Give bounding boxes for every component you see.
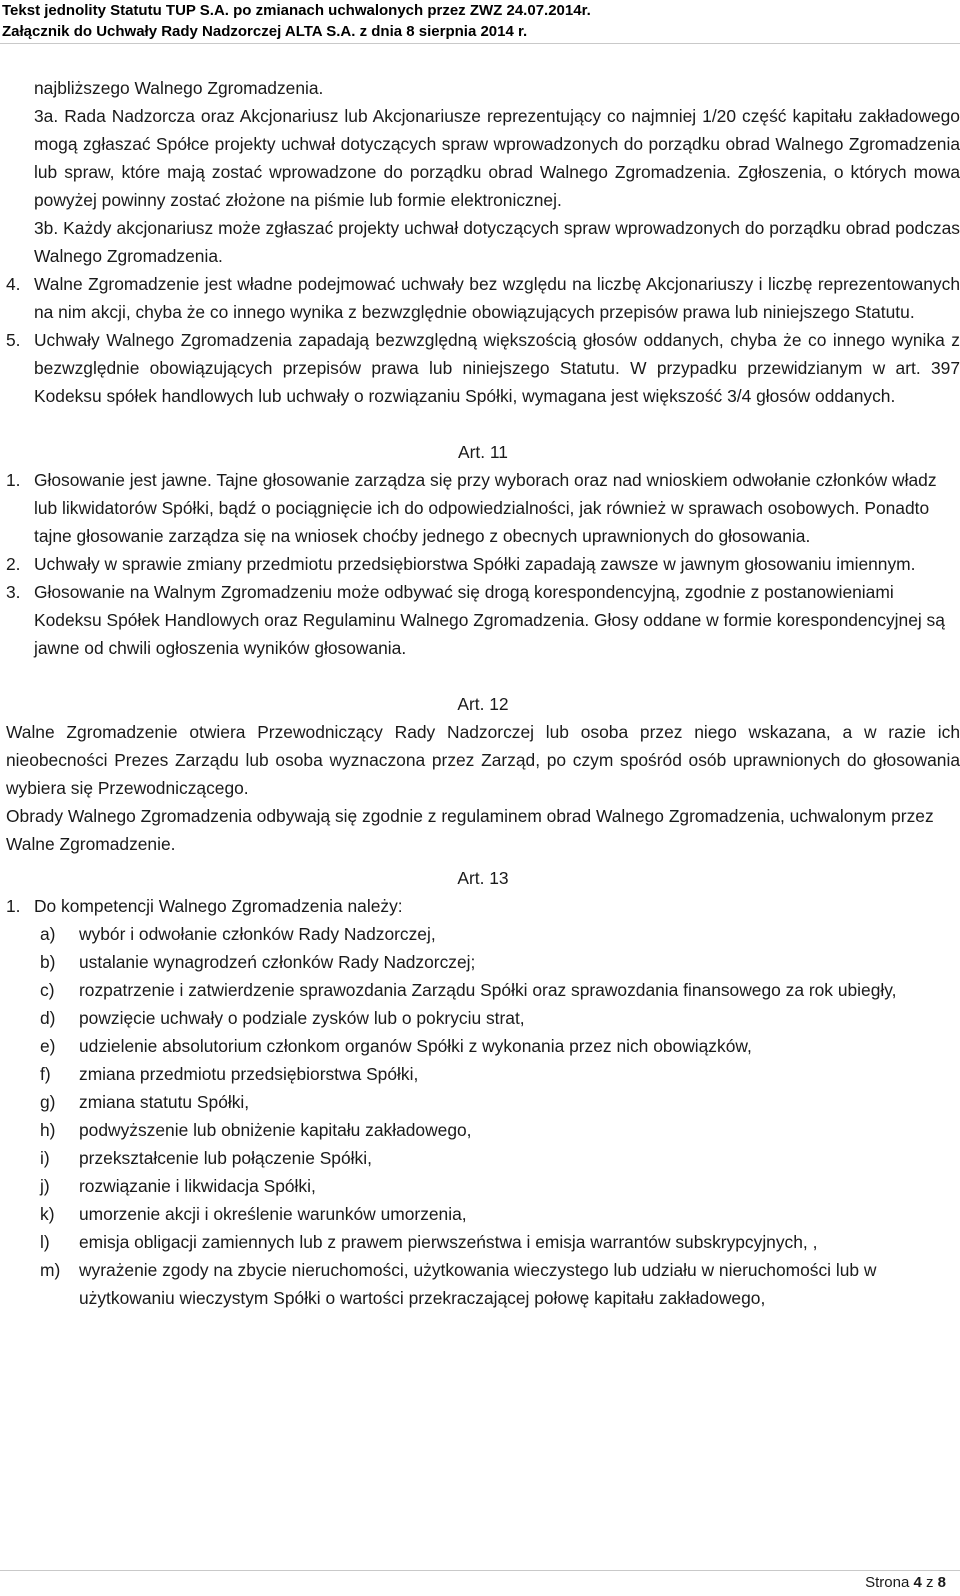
list-letter: m) (40, 1260, 61, 1280)
art11-point-2 (6, 550, 960, 578)
list-text: wybór i odwołanie członków Rady Nadzorczej, (79, 924, 436, 944)
list-text: zmiana przedmiotu przedsiębiorstwa Spółki, (79, 1064, 419, 1084)
continuation-text: najbliższego Walnego Zgromadzenia. (34, 78, 324, 98)
list-text: powzięcie uchwały o podziale zysków lub o pokryciu strat, (79, 1008, 525, 1028)
list-letter: f) (40, 1064, 51, 1084)
list-item (6, 920, 960, 948)
paragraph-text: Rada Nadzorcza oraz Akcjonariusz lub Akcjonariusze reprezentujący co najmniej 1/20 część kapitału zakładowego mogą zgłaszać Spółce projekty uchwał dotyczących spraw wprowadzonych do porządku obrad Walnego Zgromadzenia lub spraw, które mają zostać wprowadzone do porządku obrad Walnego Zgromadzenia. Zgłoszenia, o których mowa powyżej powinny zostać złożone na piśmie lub formie elektronicznej. (34, 106, 960, 210)
list-item (6, 1144, 960, 1172)
paragraph-text: Uchwały Walnego Zgromadzenia zapadają bezwzględną większością głosów oddanych, chyba że co innego wynika z bezwzględnie obowiązujących przepisów prawa lub niniejszego Statutu. W przypadku przewidzianym w art. 397 Kodeksu spółek handlowych lub uchwały o rozwiązaniu Spółki, wymagana jest większość 3/4 głosów oddanych. (34, 330, 960, 406)
list-letter: e) (40, 1036, 56, 1056)
document-footer (0, 1570, 960, 1591)
list-text: rozpatrzenie i zatwierdzenie sprawozdania Zarządu Spółki oraz sprawozdania finansowego za rok ubiegły, (79, 980, 897, 1000)
list-item (6, 1088, 960, 1116)
list-item (6, 1228, 960, 1256)
article-13-heading: Art. 13 (457, 868, 509, 888)
paragraph-4 (6, 270, 960, 326)
list-item (6, 1200, 960, 1228)
list-letter: h) (40, 1120, 56, 1140)
list-letter: d) (40, 1008, 56, 1028)
point-number: 3. (6, 582, 21, 602)
list-item (6, 1256, 960, 1312)
document-header (0, 0, 960, 44)
page-number (865, 1574, 946, 1591)
article-12-heading: Art. 12 (457, 694, 509, 714)
list-letter: l) (40, 1232, 50, 1252)
page-current: 4 (913, 1574, 922, 1591)
paragraph-text: Każdy akcjonariusz może zgłaszać projekty uchwał dotyczących spraw wprowadzonych do porządku obrad podczas Walnego Zgromadzenia. (34, 218, 960, 266)
paragraph-number: 3a. (34, 106, 59, 126)
list-text: zmiana statutu Spółki, (79, 1092, 250, 1112)
list-text: ustalanie wynagrodzeń członków Rady Nadzorczej; (79, 952, 476, 972)
list-text: udzielenie absolutorium członkom organów Spółki z wykonania przez nich obowiązków, (79, 1036, 752, 1056)
list-text: podwyższenie lub obniżenie kapitału zakładowego, (79, 1120, 472, 1140)
list-letter: g) (40, 1092, 56, 1112)
paragraph-number: 5. (6, 330, 21, 350)
list-text: wyrażenie zgody na zbycie nieruchomości, użytkowania wieczystego lub udziału w nieruchomości lub w użytkowaniu wieczystym Spółki o wartości przekraczającej połowę kapitału zakładowego, (79, 1260, 877, 1308)
list-letter: a) (40, 924, 56, 944)
point-number: 1. (6, 896, 21, 916)
list-item (6, 1004, 960, 1032)
document-body (6, 74, 960, 1312)
point-number: 1. (6, 470, 21, 490)
art12-paragraph-2: Obrady Walnego Zgromadzenia odbywają się zgodnie z regulaminem obrad Walnego Zgromadzenia, uchwalonym przez Walne Zgromadzenie. (6, 806, 934, 854)
paragraph-5 (6, 326, 960, 410)
list-text: rozwiązanie i likwidacja Spółki, (79, 1176, 316, 1196)
list-text: emisja obligacji zamiennych lub z prawem pierwszeństwa i emisja warrantów subskrypcyjnych, , (79, 1232, 818, 1252)
paragraph-text: Walne Zgromadzenie jest władne podejmować uchwały bez względu na liczbę Akcjonariuszy i liczbę reprezentowanych na nim akcji, chyba że co innego wynika z bezwzględnie obowiązujących przepisów prawa lub niniejszego Statutu. (34, 274, 960, 322)
paragraph-number: 3b. (34, 218, 59, 238)
page-of: z (925, 1574, 934, 1591)
list-item (6, 1060, 960, 1088)
point-text: Uchwały w sprawie zmiany przedmiotu przedsiębiorstwa Spółki zapadają zawsze w jawnym głosowaniu imiennym. (34, 554, 916, 574)
footer-divider (0, 1570, 960, 1571)
paragraph-3b (6, 214, 960, 270)
header-line-2: Załącznik do Uchwały Rady Nadzorczej ALTA S.A. z dnia 8 sierpnia 2014 r. (2, 23, 528, 40)
competence-list (6, 920, 960, 1312)
point-number: 2. (6, 554, 21, 574)
list-item (6, 1172, 960, 1200)
art13-point-1 (6, 892, 960, 920)
list-text: przekształcenie lub połączenie Spółki, (79, 1148, 372, 1168)
paragraph-3a (6, 102, 960, 214)
list-letter: k) (40, 1204, 55, 1224)
art11-point-1 (6, 466, 960, 550)
point-text: Głosowanie na Walnym Zgromadzeniu może odbywać się drogą korespondencyjną, zgodnie z postanowieniami Kodeksu Spółek Handlowych oraz Regulaminu Walnego Zgromadzenia. Głosy oddane w formie korespondencyjnej są jawne od chwili ogłoszenia wyników głosowania. (34, 582, 945, 658)
article-11-heading: Art. 11 (458, 442, 508, 462)
list-item (6, 948, 960, 976)
list-text: umorzenie akcji i określenie warunków umorzenia, (79, 1204, 467, 1224)
list-letter: c) (40, 980, 55, 1000)
list-item (6, 976, 960, 1004)
point-text: Do kompetencji Walnego Zgromadzenia należy: (34, 896, 403, 916)
paragraph-number: 4. (6, 274, 21, 294)
point-text: Głosowanie jest jawne. Tajne głosowanie zarządza się przy wyborach oraz nad wnioskiem odwołanie członków władz lub likwidatorów Spółki, bądź o pociągnięcie ich do odpowiedzialności, jak również w sprawach osobowych. Ponadto tajne głosowanie zarządza się na wniosek choćby jednego z obecnych uprawnionych do głosowania. (34, 470, 937, 546)
list-item (6, 1116, 960, 1144)
art11-point-3 (6, 578, 960, 662)
list-letter: j) (40, 1176, 50, 1196)
header-divider (0, 43, 960, 44)
list-letter: b) (40, 952, 56, 972)
page-total: 8 (937, 1574, 946, 1591)
header-line-1: Tekst jednolity Statutu TUP S.A. po zmianach uchwalonych przez ZWZ 24.07.2014r. (2, 2, 591, 19)
list-letter: i) (40, 1148, 50, 1168)
list-item (6, 1032, 960, 1060)
page-label: Strona (865, 1574, 910, 1591)
art12-paragraph-1: Walne Zgromadzenie otwiera Przewodniczący Rady Nadzorczej lub osoba przez niego wskazana, a w razie ich nieobecności Prezes Zarządu lub osoba wyznaczona przez Zarząd, po czym spośród osób uprawnionych do głosowania wybiera się Przewodniczącego. (6, 722, 960, 798)
